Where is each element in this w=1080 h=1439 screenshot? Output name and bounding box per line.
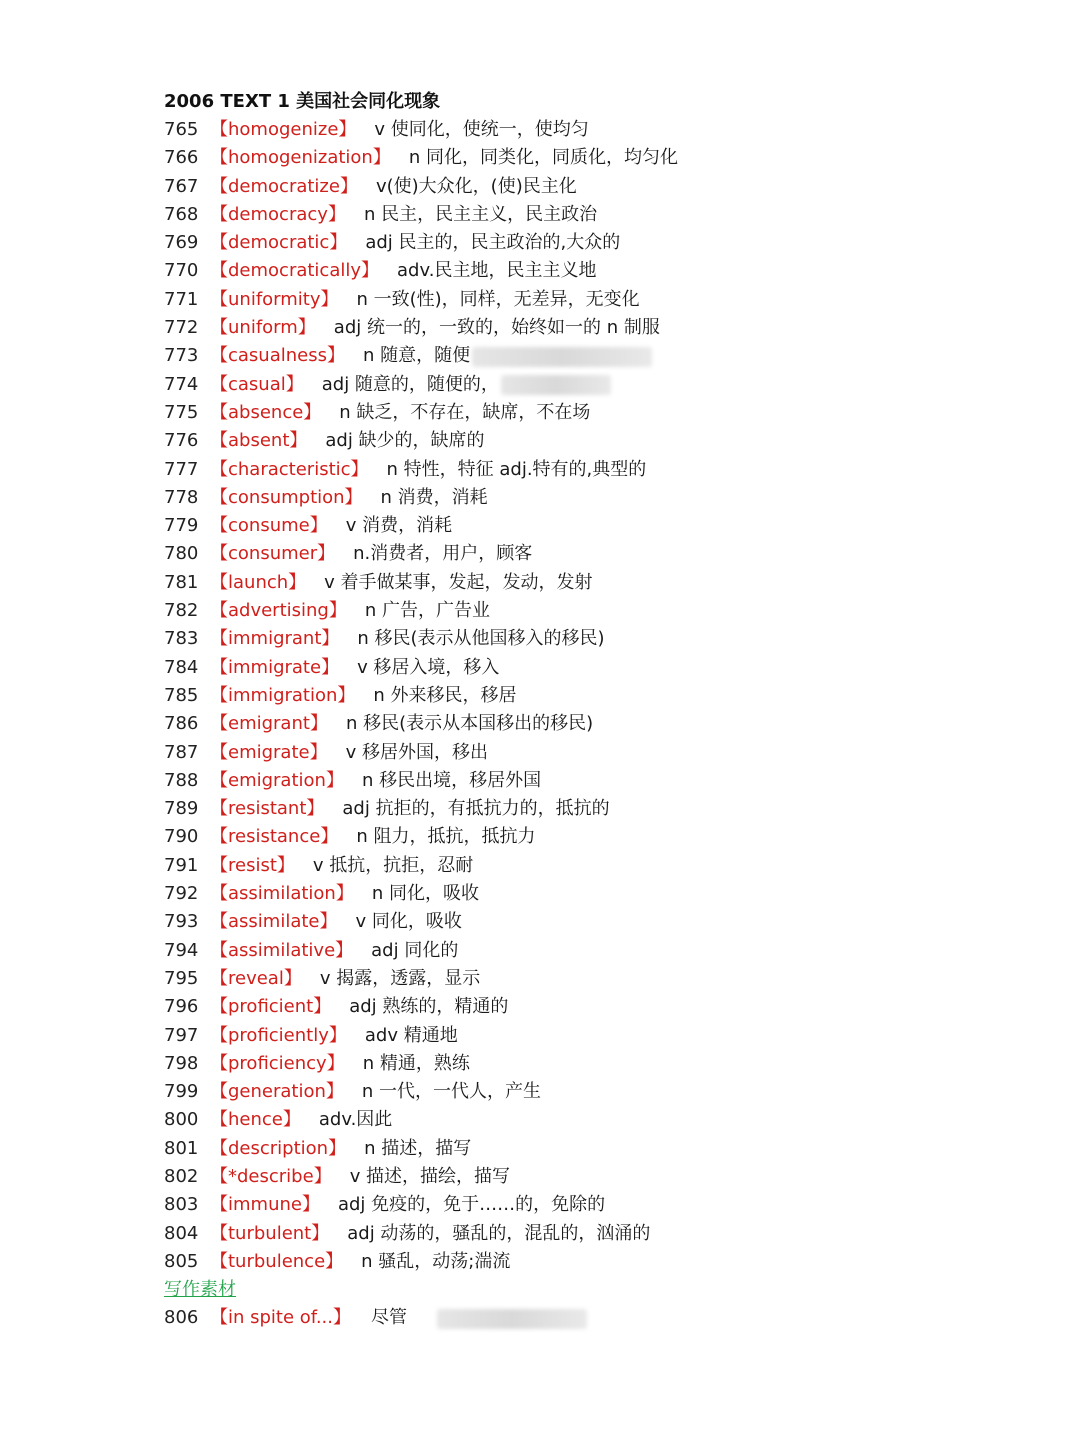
section-heading-writing-material: 写作素材: [164, 1279, 236, 1301]
bracket-close: 】: [335, 883, 354, 905]
vocab-entry: [164, 456, 1044, 484]
bracket-open: 【: [210, 1081, 228, 1103]
bracket-close: 】: [328, 1137, 347, 1159]
bracket-close: 】: [361, 260, 380, 282]
vocab-entry: [164, 852, 1044, 880]
entry-number: 789: [164, 798, 199, 820]
vocab-entry: [164, 1220, 1044, 1248]
entry-number: 777: [164, 458, 199, 480]
entry-definition: adv.因此: [318, 1109, 393, 1131]
bracket-close: 】: [309, 713, 328, 735]
bracket-open: 【: [210, 232, 228, 254]
bracket-open: 【: [210, 373, 228, 395]
bracket-open: 【: [210, 1165, 228, 1187]
entry-number: 801: [164, 1137, 199, 1159]
vocab-entry: [164, 682, 1044, 710]
vocab-entry: [164, 993, 1044, 1021]
watermark-blur: [472, 347, 652, 367]
vocab-entry: [164, 965, 1044, 993]
entry-definition: n 缺乏，不存在，缺席，不在场: [339, 401, 591, 423]
vocab-entry: [164, 229, 1044, 257]
entry-word: hence: [228, 1109, 283, 1131]
bracket-open: 【: [210, 769, 228, 791]
entry-word: assimilation: [228, 883, 336, 905]
entry-definition: adj 民主的，民主政治的,大众的: [365, 232, 621, 254]
entry-number: 793: [164, 911, 199, 933]
vocab-entry: [164, 908, 1044, 936]
entry-number: 772: [164, 317, 199, 339]
bracket-open: 【: [210, 1024, 228, 1046]
entry-number: 786: [164, 713, 199, 735]
entry-word: immigrant: [228, 628, 322, 650]
entry-number: 784: [164, 656, 199, 678]
bracket-close: 】: [317, 543, 336, 565]
entry-word: homogenize: [228, 119, 339, 140]
bracket-open: 【: [210, 147, 228, 169]
vocab-entry: [164, 399, 1044, 427]
entry-number: 776: [164, 430, 199, 452]
entry-number: 782: [164, 600, 199, 622]
bracket-close: 】: [350, 458, 369, 480]
vocab-entry: [164, 767, 1044, 795]
entry-word: proficiency: [228, 1052, 327, 1074]
bracket-close: 】: [285, 373, 304, 395]
bracket-open: 【: [210, 1194, 228, 1216]
bracket-close: 】: [333, 1307, 351, 1329]
vocab-entry: [164, 257, 1044, 285]
bracket-open: 【: [210, 317, 228, 339]
entry-number: 795: [164, 967, 199, 989]
bracket-open: 【: [210, 1109, 228, 1131]
entry-definition: v 同化，吸收: [355, 911, 462, 933]
entry-definition: 尽管: [371, 1307, 407, 1329]
vocab-entry: [164, 937, 1044, 965]
vocab-entry: [164, 1248, 1044, 1276]
entry-number: 774: [164, 373, 199, 395]
bracket-close: 】: [282, 1109, 301, 1131]
entry-word: consumer: [228, 543, 318, 565]
bracket-open: 【: [210, 798, 228, 820]
entry-number: 781: [164, 571, 199, 593]
bracket-open: 【: [210, 713, 228, 735]
entry-definition: adj 缺少的，缺席的: [325, 430, 485, 452]
entry-definition: n.消费者，用户，顾客: [353, 543, 533, 565]
vocab-entry: [164, 484, 1044, 512]
entry-definition: v 移居外国，移出: [345, 741, 488, 763]
entry-word: casual: [228, 373, 286, 395]
entry-word: consume: [228, 515, 310, 537]
bracket-open: 【: [210, 345, 228, 367]
entry-definition: adj 统一的，一致的，始终如一的 n 制服: [333, 317, 660, 339]
entry-number: 802: [164, 1165, 199, 1187]
entry-definition: n 随意，随便: [362, 345, 471, 367]
entry-number: 779: [164, 515, 199, 537]
entry-word: in spite of...: [228, 1307, 333, 1329]
entry-word: generation: [228, 1081, 326, 1103]
entry-number: 773: [164, 345, 199, 367]
watermark-blur: [437, 1309, 587, 1329]
entry-definition: v 描述，描绘，描写: [349, 1165, 511, 1187]
bracket-close: 】: [328, 1024, 347, 1046]
bracket-open: 【: [210, 430, 228, 452]
entry-number: 792: [164, 883, 199, 905]
bracket-open: 【: [210, 203, 228, 225]
bracket-open: 【: [210, 628, 228, 650]
watermark-blur: [501, 375, 611, 395]
bracket-open: 【: [210, 486, 228, 508]
entry-number: 797: [164, 1024, 199, 1046]
entry-number: 778: [164, 486, 199, 508]
vocab-entry: [164, 512, 1044, 540]
bracket-close: 】: [320, 826, 339, 848]
entry-definition: v 揭露，透露，显示: [319, 967, 481, 989]
entry-definition: n 移民出境，移居外国: [361, 769, 542, 791]
bracket-open: 【: [210, 1250, 228, 1272]
bracket-close: 】: [328, 600, 347, 622]
entry-word: consumption: [228, 486, 345, 508]
entry-definition: adv.民主地，民主主义地: [397, 260, 597, 282]
entry-definition: n 移民(表示从他国移入的移民): [357, 628, 605, 650]
entry-word: immigrate: [228, 656, 322, 678]
entry-definition: v 移居入境，移入: [357, 656, 500, 678]
bracket-close: 】: [297, 317, 316, 339]
vocab-entry: [164, 1191, 1044, 1219]
entry-definition: adv 精通地: [364, 1024, 458, 1046]
entry-word: proficiently: [228, 1024, 329, 1046]
entry-definition: n 民主，民主主义，民主政治: [363, 203, 598, 225]
bracket-open: 【: [210, 1222, 228, 1244]
entry-number: 769: [164, 232, 199, 254]
bracket-close: 】: [325, 1081, 344, 1103]
entry-definition: v 使同化，使统一，使均匀: [374, 119, 589, 140]
entry-number: 780: [164, 543, 199, 565]
bracket-open: 【: [210, 600, 228, 622]
entry-word: assimilative: [228, 939, 336, 961]
entry-number: 805: [164, 1250, 199, 1272]
entry-definition: n 移民(表示从本国移出的移民): [345, 713, 594, 735]
vocab-entry: [164, 625, 1044, 653]
bracket-open: 【: [210, 543, 228, 565]
entry-number: 799: [164, 1081, 199, 1103]
entry-number: 798: [164, 1052, 199, 1074]
entry-word: absent: [228, 430, 290, 452]
entry-word: assimilate: [228, 911, 320, 933]
entry-word: characteristic: [228, 458, 351, 480]
bracket-close: 】: [337, 684, 356, 706]
entry-number: 803: [164, 1194, 199, 1216]
bracket-close: 】: [289, 430, 308, 452]
entry-definition: adj 同化的: [371, 939, 459, 961]
entry-number: 788: [164, 769, 199, 791]
entry-word: immune: [228, 1194, 302, 1216]
vocab-entry: [164, 739, 1044, 767]
bracket-close: 】: [288, 571, 307, 593]
entry-definition: adj 熟练的，精通的: [349, 996, 509, 1018]
bracket-open: 【: [210, 515, 228, 537]
vocab-entry: [164, 569, 1044, 597]
entry-definition: n 消费，消耗: [380, 486, 488, 508]
vocab-entry: [164, 1078, 1044, 1106]
vocab-entry: [164, 1163, 1044, 1191]
bracket-open: 【: [210, 1137, 228, 1159]
entry-word: democratically: [228, 260, 362, 282]
vocab-entry: [164, 201, 1044, 229]
bracket-open: 【: [210, 119, 228, 140]
bracket-open: 【: [210, 175, 228, 197]
bracket-close: 】: [344, 486, 363, 508]
vocab-entry: [164, 1106, 1044, 1134]
bracket-close: 】: [283, 967, 302, 989]
entry-definition: v 着手做某事，发起，发动，发射: [324, 571, 593, 593]
vocab-entry: [164, 427, 1044, 455]
entry-word: emigrant: [228, 713, 310, 735]
bracket-close: 】: [338, 119, 357, 140]
entry-definition: n 外来移民，移居: [373, 684, 517, 706]
vocab-entry: [164, 1135, 1044, 1163]
vocab-entry: [164, 880, 1044, 908]
entry-word: *describe: [228, 1165, 314, 1187]
entry-definition: n 同化，吸收: [371, 883, 479, 905]
vocab-entry: [164, 314, 1044, 342]
entry-definition: n 特性，特征 adj.特有的,典型的: [386, 458, 647, 480]
entry-definition: n 阻力，抵抗，抵抗力: [356, 826, 536, 848]
bracket-open: 【: [210, 458, 228, 480]
bracket-close: 】: [303, 401, 322, 423]
entry-word: resist: [228, 854, 277, 876]
bracket-close: 】: [329, 232, 348, 254]
vocab-entry: [164, 1050, 1044, 1078]
vocab-entry: [164, 823, 1044, 851]
bracket-close: 】: [327, 203, 346, 225]
entry-word: immigration: [228, 684, 338, 706]
bracket-close: 】: [319, 911, 338, 933]
bracket-open: 【: [210, 826, 228, 848]
bracket-close: 】: [326, 1052, 345, 1074]
entry-number: 783: [164, 628, 199, 650]
entry-definition: n 描述，描写: [364, 1137, 472, 1159]
entry-word: democratic: [228, 232, 330, 254]
bracket-open: 【: [210, 401, 228, 423]
entry-word: democratize: [228, 175, 340, 197]
bracket-close: 】: [313, 1165, 332, 1187]
bracket-close: 】: [321, 628, 340, 650]
bracket-open: 【: [210, 996, 228, 1018]
vocab-entry: [164, 540, 1044, 568]
entry-definition: n 骚乱，动荡;湍流: [361, 1250, 511, 1272]
bracket-open: 【: [210, 883, 228, 905]
bracket-open: 【: [210, 939, 228, 961]
bracket-close: 】: [339, 175, 358, 197]
entry-definition: v(使)大众化，(使)民主化: [375, 175, 577, 197]
entry-definition: n 广告，广告业: [364, 600, 490, 622]
bracket-close: 】: [335, 939, 354, 961]
bracket-close: 】: [320, 288, 339, 310]
bracket-open: 【: [210, 684, 228, 706]
entry-word: proficient: [228, 996, 314, 1018]
entry-number: 791: [164, 854, 199, 876]
page-title: 2006 TEXT 1 美国社会同化现象: [164, 91, 441, 112]
entry-definition: v 消费，消耗: [345, 515, 453, 537]
entry-number: 806: [164, 1307, 199, 1329]
entry-number: 768: [164, 203, 199, 225]
entry-word: resistant: [228, 798, 307, 820]
entry-word: uniformity: [228, 288, 321, 310]
entry-word: absence: [228, 401, 304, 423]
entry-number: 771: [164, 288, 199, 310]
bracket-close: 】: [326, 345, 345, 367]
bracket-close: 】: [309, 741, 328, 763]
bracket-close: 】: [313, 996, 332, 1018]
vocab-entry: [164, 342, 1044, 370]
entry-word: casualness: [228, 345, 327, 367]
entry-definition: adj 动荡的，骚乱的，混乱的，汹涌的: [347, 1222, 651, 1244]
entry-number: 796: [164, 996, 199, 1018]
entry-number: 787: [164, 741, 199, 763]
entry-word: turbulent: [228, 1222, 312, 1244]
entry-number: 785: [164, 684, 199, 706]
bracket-close: 】: [372, 147, 391, 169]
entry-word: launch: [228, 571, 289, 593]
bracket-open: 【: [210, 571, 228, 593]
vocab-entry: [164, 795, 1044, 823]
entry-number: 767: [164, 175, 199, 197]
entry-definition: n 一致(性)，同样，无差异，无变化: [356, 288, 640, 310]
entry-number: 775: [164, 401, 199, 423]
entry-number: 766: [164, 147, 199, 169]
entry-definition: v 抵抗，抗拒，忍耐: [312, 854, 474, 876]
vocab-page: [164, 88, 1044, 1333]
vocab-entry: [164, 371, 1044, 399]
vocab-entry: [164, 654, 1044, 682]
entry-word: emigration: [228, 769, 326, 791]
entry-number: 765: [164, 119, 199, 140]
bracket-close: 】: [306, 798, 325, 820]
entry-word: resistance: [228, 826, 321, 848]
entry-definition: adj 随意的，随便的，: [321, 373, 499, 395]
entry-word: turbulence: [228, 1250, 326, 1272]
entry-number: 790: [164, 826, 199, 848]
entry-word: emigrate: [228, 741, 310, 763]
vocab-entry: [164, 710, 1044, 738]
entry-definition: adj 免疫的，免于……的，免除的: [337, 1194, 606, 1216]
vocab-entry: [164, 286, 1044, 314]
bracket-close: 】: [325, 1250, 344, 1272]
bracket-open: 【: [210, 260, 228, 282]
bracket-open: 【: [210, 911, 228, 933]
bracket-close: 】: [309, 515, 328, 537]
vocab-entry: [164, 1022, 1044, 1050]
entry-word: democracy: [228, 203, 328, 225]
entry-word: homogenization: [228, 147, 373, 169]
entry-definition: n 一代，一代人，产生: [361, 1081, 542, 1103]
bracket-open: 【: [210, 288, 228, 310]
entry-definition: adj 抗拒的，有抵抗力的，抵抗的: [342, 798, 610, 820]
entry-definition: n 精通，熟练: [362, 1052, 470, 1074]
entry-definition: n 同化，同类化，同质化，均匀化: [408, 147, 678, 169]
entry-word: description: [228, 1137, 329, 1159]
vocab-entry: [164, 173, 1044, 201]
bracket-close: 】: [301, 1194, 320, 1216]
bracket-open: 【: [210, 1307, 228, 1329]
bracket-close: 】: [276, 854, 295, 876]
entry-number: 794: [164, 939, 199, 961]
bracket-open: 【: [210, 854, 228, 876]
entry-number: 804: [164, 1222, 199, 1244]
bracket-open: 【: [210, 1052, 228, 1074]
vocab-entry: [164, 597, 1044, 625]
vocab-entry-extra: [164, 1304, 1044, 1332]
bracket-close: 】: [321, 656, 340, 678]
vocab-list: [164, 116, 1044, 1276]
bracket-open: 【: [210, 967, 228, 989]
entry-number: 770: [164, 260, 199, 282]
vocab-entry: [164, 116, 1044, 144]
bracket-open: 【: [210, 741, 228, 763]
entry-word: uniform: [228, 317, 298, 339]
entry-number: 800: [164, 1109, 199, 1131]
bracket-close: 】: [311, 1222, 330, 1244]
entry-word: advertising: [228, 600, 329, 622]
entry-word: reveal: [228, 967, 284, 989]
vocab-entry: [164, 144, 1044, 172]
bracket-close: 】: [325, 769, 344, 791]
bracket-open: 【: [210, 656, 228, 678]
